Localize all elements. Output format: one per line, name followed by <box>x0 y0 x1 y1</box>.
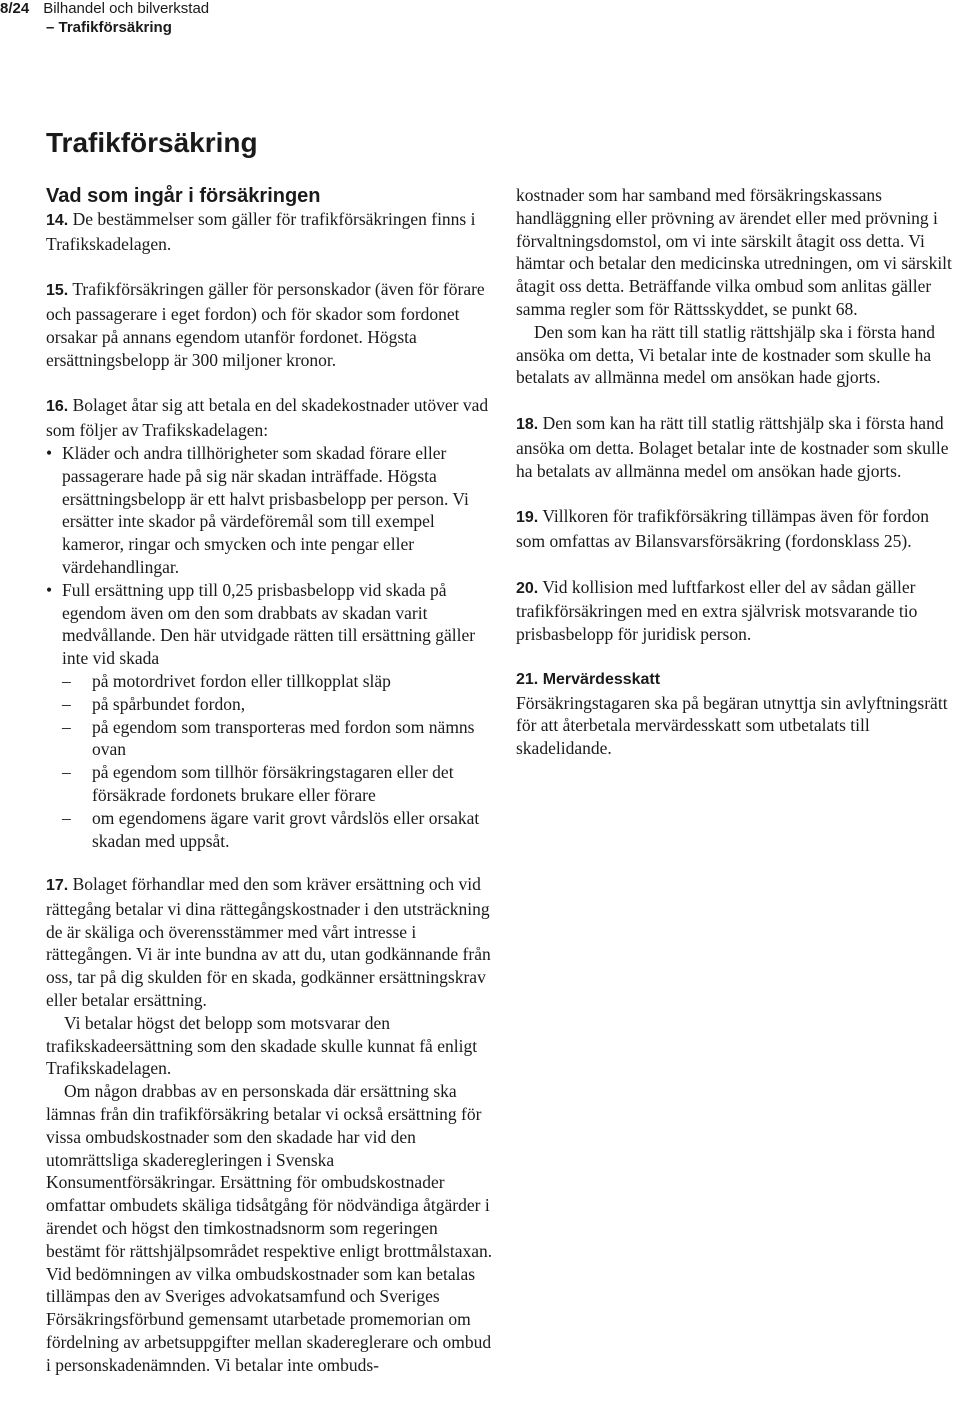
clause-21-heading: 21. Mervärdesskatt <box>516 670 661 688</box>
clause-text: Trafikförsäkringen gäller för personskador (även för förare och passagerare i eget fordon) och för skador som fordonet orsakar på annans egendom utanför fordonet. Högsta ersättningsbelopp är 300 miljoner kronor. <box>46 279 485 370</box>
clause-20 <box>516 576 960 646</box>
clause-19 <box>516 505 960 553</box>
clause-text: Bolaget förhandlar med den som kräver ersättning och vid rättegång betalar vi dina rättegångskostnader i den utsträckning de är skäliga och överensstämmer med vårt intresse i rättegången. Vi är inte bundna av att du, utan godkännande från oss, tar på dig skulden för en skada, godkänner ersättningskrav eller betalar ersättning. <box>46 874 491 1010</box>
dash-glyph: – <box>62 670 71 691</box>
clause-17 <box>46 873 496 1012</box>
right-column <box>516 184 960 760</box>
clause-text: Vid kollision med luftfarkost eller del av sådan gäller trafikförsäkringen med en extra självrisk motsvarande tio prisbasbelopp för juridisk person. <box>516 576 918 645</box>
clause-number: 18. <box>516 415 539 433</box>
left-column-lower <box>46 873 496 1377</box>
bullet-item <box>46 442 496 579</box>
continued-paragraph: kostnader som har samband med försäkringskassans handläggning eller prövning av ärendet eller med prövning i förvaltningsdomstol, om vi inte särskilt åtagit oss detta. Vi hämtar och betalar den medicinska utredningen, om vi särskilt åtagit oss detta. Beträffande vilka ombud som anlitas gäller samma regler som för Rättsskyddet, se punkt 68. <box>516 185 952 319</box>
clause-number: 17. <box>46 877 69 894</box>
clause-text: Bolaget åtar sig att betala en del skadekostnader utöver vad som följer av Trafikskadelagen: <box>46 395 489 441</box>
clause-text: Den som kan ha rätt till statlig rättshjälp ska i första hand ansöka om detta. Bolaget betalar inte de kostnader som skulle ha betalats av allmänna medel om ansökan hade gjorts. <box>516 412 949 481</box>
dash-item <box>46 670 496 693</box>
section-heading: Vad som ingår i försäkringen <box>46 185 321 207</box>
section-title: – Trafikförsäkring <box>46 19 172 36</box>
dash-glyph: – <box>62 762 71 783</box>
dash-item <box>46 693 496 716</box>
clause-number: 15. <box>46 282 69 300</box>
clause-14 <box>46 208 496 256</box>
dash-text: på egendom som tillhör försäkringstagaren eller det försäkrade fordonets brukare eller förare <box>92 762 454 805</box>
dash-text: på egendom som transporteras med fordon som nämns ovan <box>92 716 475 760</box>
document-title: Trafikförsäkring <box>46 127 258 158</box>
bullet-item <box>46 579 496 670</box>
dash-item <box>46 716 496 762</box>
dash-glyph: – <box>62 693 71 714</box>
clause-15 <box>46 278 496 371</box>
clause-number: 19. <box>516 509 539 527</box>
legal-aid-paragraph: Den som kan ha rätt till statlig rättshjälp ska i första hand ansöka om detta, Vi betalar inte de kostnader som skulle ha betalats av allmänna medel om ansökan hade gjorts. <box>516 321 935 388</box>
clause-text: Villkoren för trafikförsäkring tillämpas även för fordon som omfattas av Bilansvarsförsäkring (fordonsklass 25). <box>516 506 930 551</box>
dash-item <box>46 761 496 807</box>
dash-item <box>46 807 496 853</box>
header-line <box>0 0 209 18</box>
dash-text: på spårbundet fordon, <box>92 693 246 714</box>
bullet-glyph: • <box>46 579 53 600</box>
dash-glyph: – <box>62 807 71 828</box>
clause-number: 16. <box>46 398 69 416</box>
clause-18 <box>516 412 960 482</box>
bullet-text: Full ersättning upp till 0,25 prisbasbelopp vid skada på egendom även om den som drabbats av skadan varit medvållande. Den här utvidgade rätten till ersättning gäller inte vid skada <box>62 579 476 669</box>
left-column <box>46 184 496 852</box>
clause-number: 20. <box>516 579 539 597</box>
page-number: 8/24 <box>0 0 30 17</box>
page-header <box>0 0 960 42</box>
clause-number: 14. <box>46 212 69 229</box>
dash-glyph: – <box>62 716 71 737</box>
clause-21-text: Försäkringstagaren ska på begäran utnyttja sin avlyftningsrätt för att återbetala mervärdesskatt som utbetalats till skadelidande. <box>516 692 948 759</box>
clause-text: De bestämmelser som gäller för trafikförsäkringen finns i Trafikskadelagen. <box>46 209 476 254</box>
bullet-text: Kläder och andra tillhörigheter som skadad förare eller passagerare hade på sig när skadan inträffade. Högsta ersättningsbelopp är ett halvt prisbasbelopp per person. Vi ersätter inte skador på värdeföremål som till exempel kameror, ringar och smycken och inte pengar eller värdehandlingar. <box>62 442 469 577</box>
clause-16 <box>46 394 496 442</box>
bullet-glyph: • <box>46 442 53 463</box>
clause-17-paragraph-3: Om någon drabbas av en personskada där ersättning ska lämnas från din trafikförsäkring betalar vi också ersättning för vissa ombudskostnader som den skadade har vid den utomrättsliga skaderegleringen i Svenska Konsumentförsäkringar. Ersättning för ombudskostnader omfattar ombudets skäliga tidsåtgång för nödvändiga åtgärder i ärendet och högst den timkostnadsnorm som regeringen bestämt för rättshjälpsområdet respektive enligt brottmålstaxan. Vid bedömningen av vilka ombudskostnader som kan betalas tillämpas den av Sveriges advokatsamfund och Sveriges Försäkringsförbund gemensamt utarbetade promemorian om fördelning av arbetsuppgifter mellan skadereglerare och ombud i personskadenämnden. Vi betalar inte ombuds- <box>46 1081 493 1375</box>
dash-text: på motordrivet fordon eller tillkopplat släp <box>92 670 391 691</box>
dash-text: om egendomens ägare varit grovt vårdslös eller orsakat skadan med uppsåt. <box>92 807 480 851</box>
publication-title: Bilhandel och bilverkstad <box>43 0 210 17</box>
clause-17-paragraph-2: Vi betalar högst det belopp som motsvarar den trafikskadeersättning som den skadade skulle kunnat få enligt Trafikskadelagen. <box>46 1012 478 1079</box>
